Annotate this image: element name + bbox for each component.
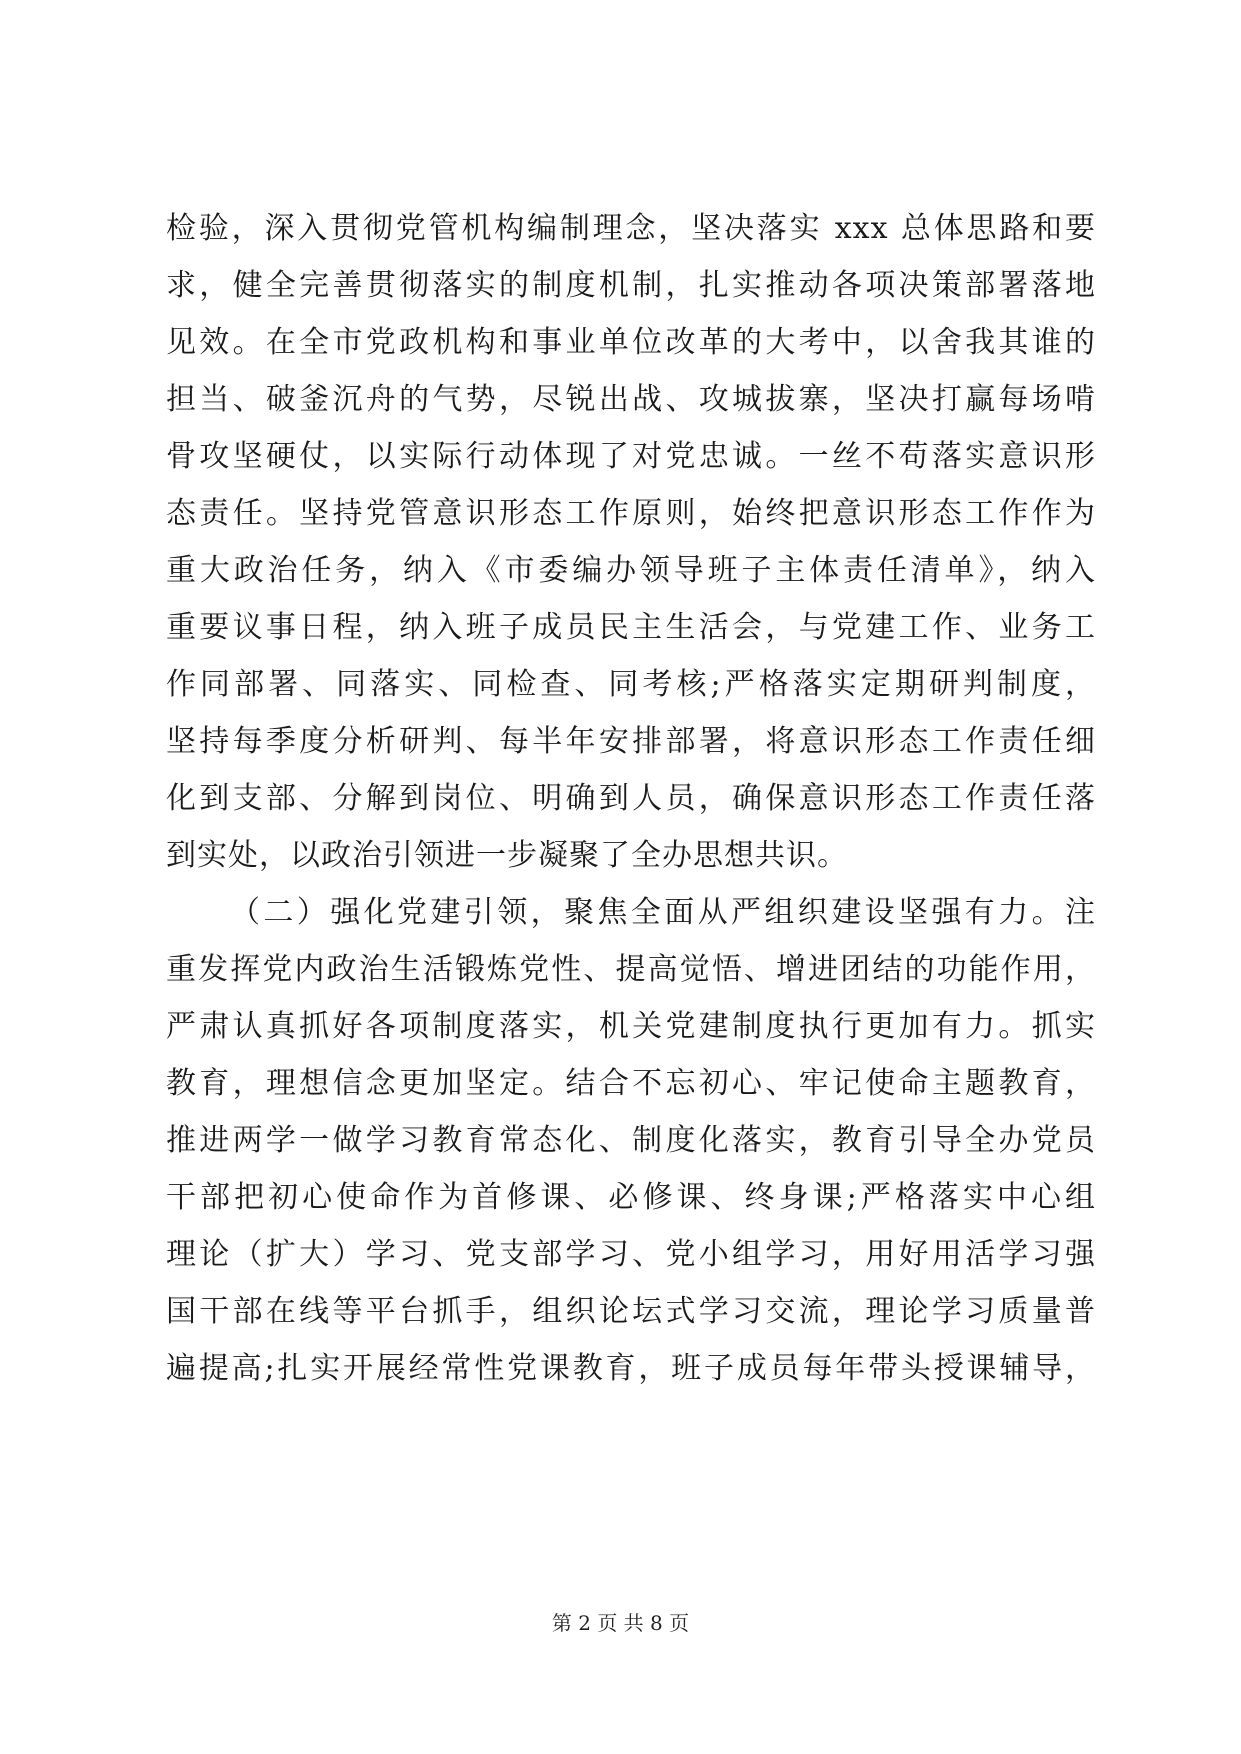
body-text-line: 态责任。坚持党管意识形态工作原则，始终把意识形态工作作为 <box>166 496 1096 531</box>
body-text-line: 推进两学一做学习教育常态化、制度化落实，教育引导全办党员 <box>166 1123 1096 1158</box>
body-text-line: 干部把初心使命作为首修课、必修课、终身课;严格落实中心组 <box>166 1180 1096 1215</box>
section-heading-line: （二）强化党建引领，聚焦全面从严组织建设坚强有力。注 <box>230 895 1096 930</box>
page-number-footer: 第 2 页 共 8 页 <box>551 1611 690 1635</box>
body-text-line: 求，健全完善贯彻落实的制度机制，扎实推动各项决策部署落地 <box>166 268 1096 303</box>
body-text-line: 作同部署、同落实、同检查、同考核;严格落实定期研判制度， <box>166 667 1096 702</box>
body-text-line: 严肃认真抓好各项制度落实，机关党建制度执行更加有力。抓实 <box>166 1009 1096 1044</box>
body-text-line: 骨攻坚硬仗，以实际行动体现了对党忠诚。一丝不苟落实意识形 <box>166 439 1096 474</box>
body-text-line: 重要议事日程，纳入班子成员民主生活会，与党建工作、业务工 <box>166 610 1096 645</box>
body-text-line: 理论（扩大）学习、党支部学习、党小组学习，用好用活学习强 <box>166 1237 1096 1272</box>
body-text-line: 教育，理想信念更加坚定。结合不忘初心、牢记使命主题教育， <box>166 1066 1096 1101</box>
body-text-line: 到实处，以政治引领进一步凝聚了全办思想共识。 <box>166 838 848 873</box>
body-text-line: 检验，深入贯彻党管机构编制理念，坚决落实 xxx 总体思路和要 <box>166 211 1096 246</box>
body-text-line: 遍提高;扎实开展经常性党课教育，班子成员每年带头授课辅导， <box>166 1351 1096 1386</box>
body-text-line: 坚持每季度分析研判、每半年安排部署，将意识形态工作责任细 <box>166 724 1096 759</box>
body-text-line: 重大政治任务，纳入《市委编办领导班子主体责任清单》，纳入 <box>166 553 1096 588</box>
body-text-line: 担当、破釜沉舟的气势，尽锐出战、攻城拔寨，坚决打赢每场啃 <box>166 382 1096 417</box>
body-text-line: 化到支部、分解到岗位、明确到人员，确保意识形态工作责任落 <box>166 781 1096 816</box>
body-text-line: 重发挥党内政治生活锻炼党性、提高觉悟、增进团结的功能作用， <box>166 952 1096 987</box>
body-text-line: 见效。在全市党政机构和事业单位改革的大考中，以舍我其谁的 <box>166 325 1096 360</box>
body-text-line: 国干部在线等平台抓手，组织论坛式学习交流，理论学习质量普 <box>166 1294 1096 1329</box>
